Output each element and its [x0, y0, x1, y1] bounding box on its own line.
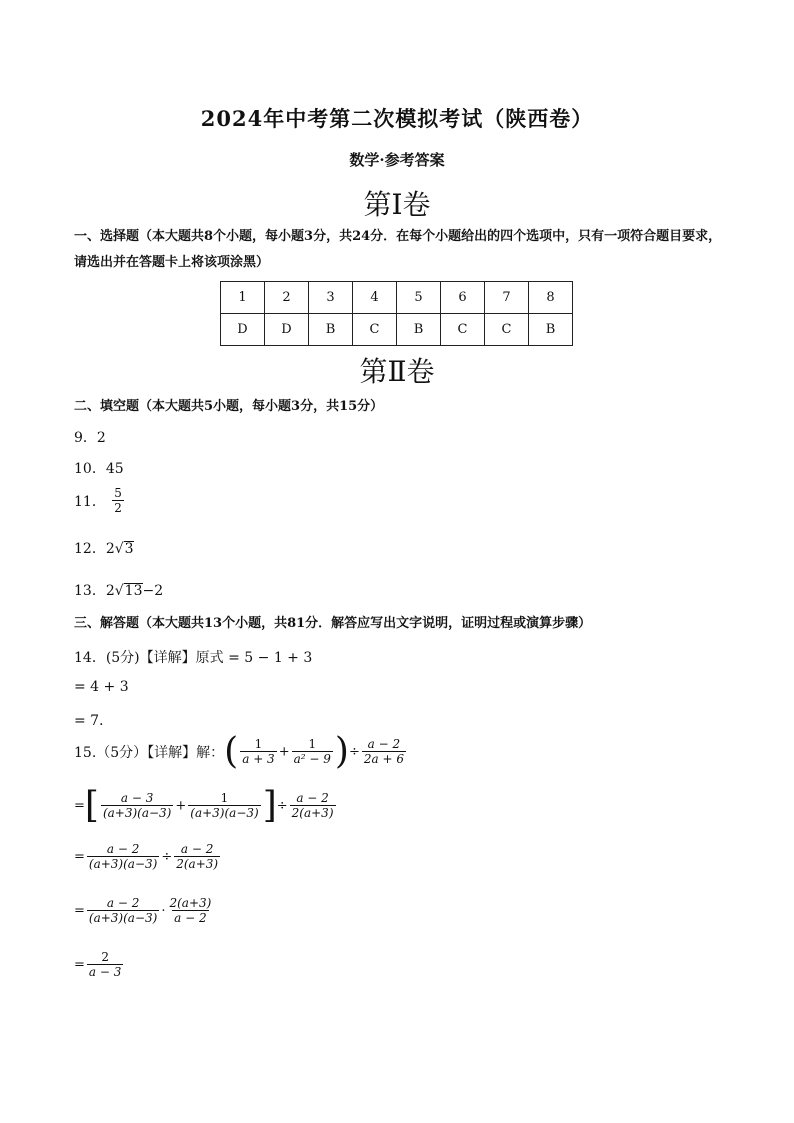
fraction — [87, 950, 123, 980]
fraction-numerator: a − 2 — [296, 791, 329, 805]
fraction — [188, 791, 260, 821]
table-cell: 5 — [397, 282, 441, 314]
fraction — [362, 737, 406, 767]
operator: = — [74, 903, 85, 919]
q13-coefficient: 2 — [105, 583, 115, 599]
q15-line4 — [74, 896, 215, 926]
fraction — [87, 842, 159, 872]
q12-coefficient: 2 — [105, 541, 115, 557]
q15-line2 — [74, 785, 338, 826]
operator: · — [161, 903, 166, 919]
fraction-numerator: 1 — [220, 791, 229, 805]
fraction-denominator: a − 3 — [88, 965, 122, 979]
operator: ÷ — [276, 798, 288, 814]
paren-close: ) — [334, 731, 349, 772]
sqrt-icon: √ — [114, 583, 124, 599]
q12-radicand: 3 — [124, 541, 134, 557]
table-cell: 8 — [529, 282, 573, 314]
section1-title: 一、选择题（本大题共8个小题，每小题3分，共24分．在每个小题给出的四个选项中，只有一项符合题目要求，请选出并在答题卡上将该项涂黑） — [74, 229, 722, 270]
table-cell: B — [309, 314, 353, 346]
table-cell: 7 — [485, 282, 529, 314]
fraction-numerator: 2(a+3) — [169, 896, 212, 910]
fraction — [101, 791, 173, 821]
table-cell: D — [221, 314, 265, 346]
fraction-numerator: a − 3 — [120, 791, 154, 805]
operator: = — [74, 798, 85, 814]
q13-label: 13． — [74, 583, 106, 599]
fraction-denominator: (a+3)(a−3) — [102, 806, 172, 820]
table-cell: 2 — [265, 282, 309, 314]
fraction — [167, 896, 213, 926]
q15-label: 15.（5分）【详解】解： — [74, 745, 225, 761]
q14-line1: 14．(5分)【详解】原式 = 5 − 1 + 3 — [74, 650, 313, 666]
fraction-denominator: (a+3)(a−3) — [190, 806, 259, 820]
section3-title: 三、解答题（本大题共13个小题，共81分．解答应写出文字说明，证明过程或演算步骤） — [74, 616, 592, 631]
fraction-denominator: 2(a+3) — [291, 806, 334, 820]
fraction — [87, 896, 159, 926]
q13-tail: −2 — [142, 583, 164, 599]
fraction — [292, 737, 333, 767]
paren-open: ( — [224, 731, 239, 772]
q13-radicand: 13 — [124, 583, 143, 599]
fraction-denominator: 2(a+3) — [176, 857, 219, 871]
q11-fraction — [112, 486, 124, 516]
q15-line3 — [74, 842, 222, 872]
part2-heading: 第Ⅱ卷 — [359, 355, 435, 388]
fraction — [174, 842, 220, 872]
table-cell: B — [397, 314, 441, 346]
fraction-numerator: 1 — [254, 737, 263, 751]
fraction-denominator: (a+3)(a−3) — [88, 857, 158, 871]
part1-heading: 第Ⅰ卷 — [363, 188, 431, 221]
answer-q10: 10．45 — [74, 461, 124, 477]
operator: ÷ — [348, 744, 360, 760]
q12-label: 12． — [74, 541, 106, 557]
table-cell: 4 — [353, 282, 397, 314]
bracket-close: ] — [262, 785, 277, 826]
bracket-open: [ — [84, 785, 99, 826]
section2-title: 二、填空题（本大题共5小题，每小题3分，共15分） — [74, 399, 384, 414]
operator: + — [175, 798, 187, 814]
q11-label: 11． — [74, 494, 106, 510]
q15-line1 — [74, 731, 408, 772]
table-cell: C — [485, 314, 529, 346]
fraction-denominator: a² − 9 — [293, 752, 331, 766]
q14-line2: = 4 + 3 — [74, 679, 129, 695]
table-cell: D — [265, 314, 309, 346]
page-subtitle: 数学·参考答案 — [349, 151, 445, 169]
fraction-denominator: 2 — [114, 501, 122, 515]
fraction-numerator: a − 2 — [367, 737, 401, 751]
fraction-numerator: 5 — [114, 486, 122, 500]
q15-line5 — [74, 950, 125, 980]
answer-table-row-numbers — [221, 282, 573, 314]
operator: ÷ — [161, 849, 173, 865]
fraction-numerator: 1 — [308, 737, 317, 751]
fraction-numerator: a − 2 — [106, 842, 140, 856]
operator: = — [74, 957, 85, 973]
operator: = — [74, 849, 85, 865]
table-cell: B — [529, 314, 573, 346]
table-cell: C — [353, 314, 397, 346]
answer-q9: 9．2 — [74, 430, 106, 446]
fraction-numerator: 2 — [101, 950, 109, 964]
fraction-denominator: a − 2 — [174, 911, 207, 925]
fraction — [290, 791, 336, 821]
fraction-denominator: 2a + 6 — [363, 752, 404, 766]
operator: + — [278, 744, 290, 760]
q14-line3: = 7． — [74, 713, 114, 729]
fraction — [240, 737, 276, 767]
page-title: 2024年中考第二次模拟考试（陕西卷） — [200, 106, 594, 131]
fraction-denominator: (a+3)(a−3) — [88, 911, 158, 925]
answer-table — [220, 281, 573, 346]
fraction-denominator: a + 3 — [242, 752, 275, 766]
fraction-numerator: a − 2 — [106, 896, 140, 910]
table-cell: C — [441, 314, 485, 346]
table-cell: 1 — [221, 282, 265, 314]
answer-table-row-answers — [221, 314, 573, 346]
fraction-numerator: a − 2 — [180, 842, 214, 856]
table-cell: 3 — [309, 282, 353, 314]
answer-q11 — [74, 486, 126, 516]
answer-q12 — [74, 538, 134, 558]
answer-q13 — [74, 580, 163, 600]
table-cell: 6 — [441, 282, 485, 314]
sqrt-icon: √ — [114, 541, 124, 557]
